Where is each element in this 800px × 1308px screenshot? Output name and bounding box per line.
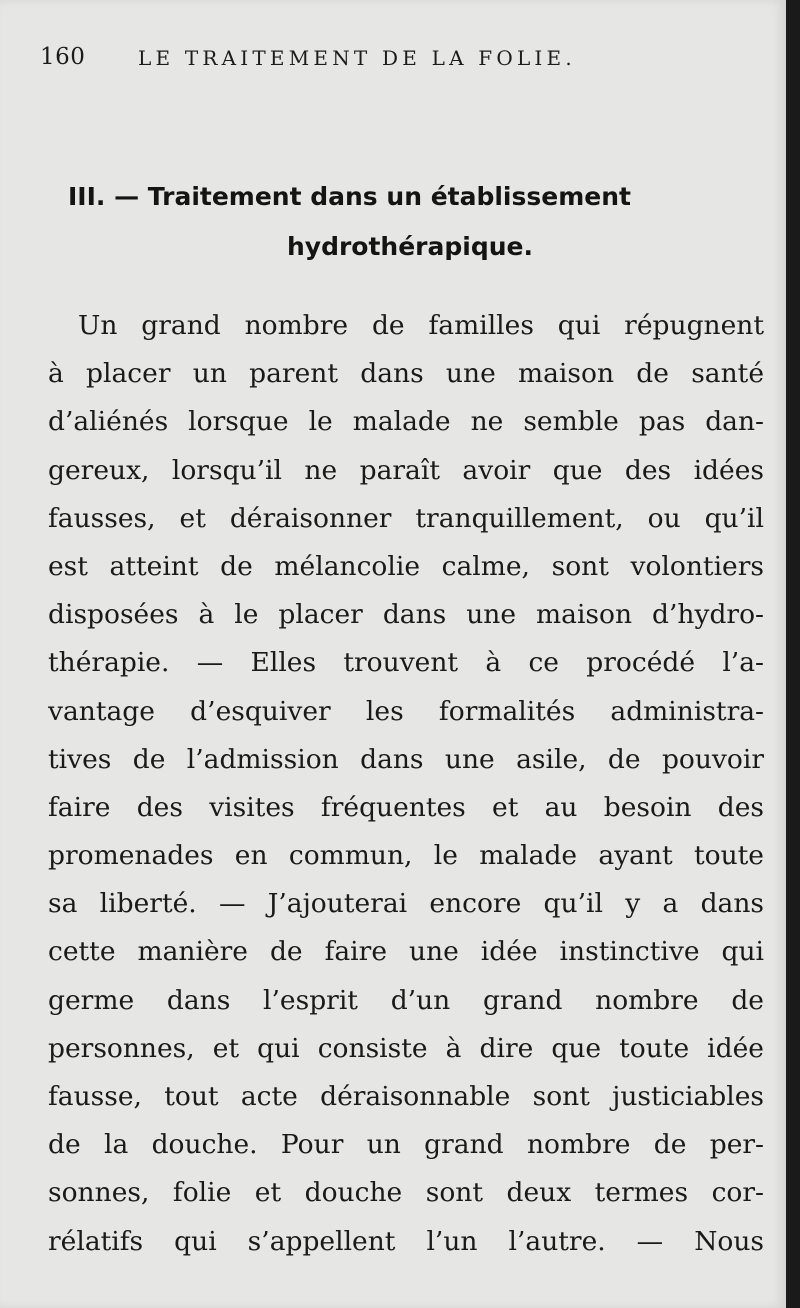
page-number: 160 — [40, 44, 86, 70]
text-line: faire des visites fréquentes et au besoin des — [48, 791, 764, 823]
text-line: Un grand nombre de familles qui répugnent — [78, 310, 764, 341]
text-line: disposées à le placer dans une maison d’hydro- — [48, 599, 764, 631]
text-line: personnes, et qui consiste à dire que toute idée — [48, 1032, 764, 1064]
text-line: cette manière de faire une idée instinctive qui — [48, 936, 764, 968]
text-line: est atteint de mélancolie calme, sont volontiers — [48, 550, 764, 582]
text-line: vantage d’esquiver les formalités administra- — [48, 695, 764, 727]
section-heading — [50, 172, 770, 272]
running-title: LE TRAITEMENT DE LA FOLIE. — [138, 46, 576, 70]
text-line: rélatifs qui s’appellent l’un l’autre. — Nous — [48, 1225, 764, 1257]
text-line: fausse, tout acte déraisonnable sont justiciables — [48, 1081, 764, 1112]
body-paragraph — [48, 302, 764, 1266]
section-heading-line: hydrothérapique. — [286, 232, 533, 261]
text-line: germe dans l’esprit d’un grand nombre de — [48, 984, 764, 1016]
text-line: fausses, et déraisonner tranquillement, ou qu’il — [48, 502, 764, 534]
text-line: sa liberté. — J’ajouterai encore qu’il y a dans — [48, 888, 764, 920]
section-heading-line: III. — Traitement dans un établissement — [68, 182, 631, 211]
text-line: promenades en commun, le malade ayant toute — [48, 840, 764, 872]
text-line: gereux, lorsqu’il ne paraît avoir que des idées — [48, 454, 764, 486]
text-line: tives de l’admission dans une asile, de pouvoir — [48, 743, 764, 775]
text-line: de la douche. Pour un grand nombre de per- — [48, 1129, 764, 1161]
text-line: sonnes, folie et douche sont deux termes cor- — [48, 1177, 764, 1209]
text-line: thérapie. — Elles trouvent à ce procédé l’a- — [48, 647, 764, 679]
text-line: d’aliénés lorsque le malade ne semble pas dan- — [48, 406, 764, 438]
text-line: à placer un parent dans une maison de santé — [48, 358, 764, 390]
running-head — [40, 44, 760, 80]
